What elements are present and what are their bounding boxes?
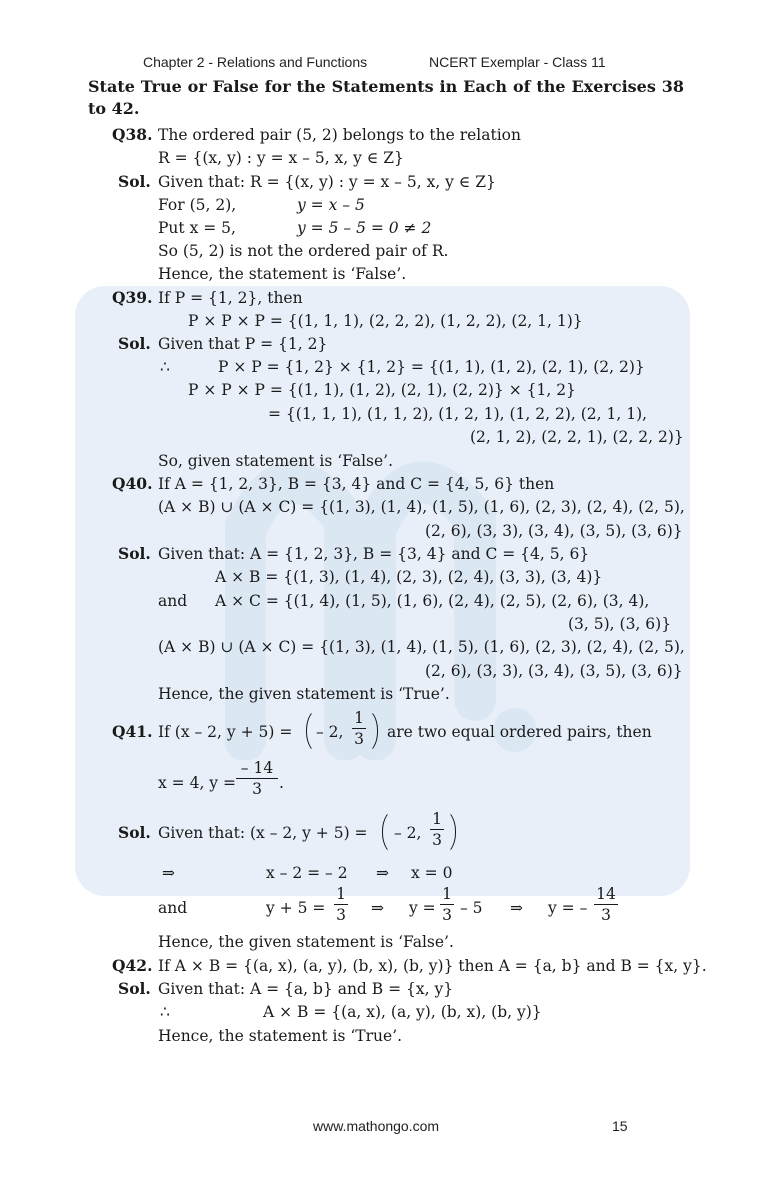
solution-text: Given that: A = {a, b} and B = {x, y}	[158, 980, 454, 998]
solution-text: (2, 1, 2), (2, 2, 1), (2, 2, 2)}	[470, 428, 684, 446]
question-label: Q42.	[112, 956, 153, 975]
solution-text: y =	[409, 899, 436, 917]
solution-text: (2, 6), (3, 3), (3, 4), (3, 5), (3, 6)}	[425, 662, 683, 680]
fraction	[440, 884, 454, 925]
question-text: – 2,	[316, 723, 344, 741]
question-label: Q40.	[112, 474, 153, 493]
fraction-numerator: 1	[430, 809, 444, 830]
fraction	[352, 708, 366, 749]
solution-text: x – 2 = – 2	[266, 864, 348, 882]
solution-text: Hence, the given statement is ‘False’.	[158, 933, 454, 951]
solution-text: Given that: (x – 2, y + 5) =	[158, 824, 368, 842]
fraction-denominator: 3	[601, 906, 611, 924]
solution-text: For (5, 2),	[158, 196, 237, 214]
question-text: .	[279, 774, 284, 792]
solution-text: and	[158, 899, 188, 917]
fraction-denominator: 3	[442, 906, 452, 924]
question-text: If A × B = {(a, x), (a, y), (b, x), (b, y)} then A = {a, b} and B = {x, y}.	[158, 957, 707, 975]
chapter-title: Chapter 2 - Relations and Functions	[143, 54, 368, 70]
question-text: The ordered pair (5, 2) belongs to the relation	[158, 126, 521, 144]
book-title: NCERT Exemplar - Class 11	[429, 54, 606, 70]
implies-symbol: ⇒	[376, 864, 389, 882]
solution-text: y = –	[548, 899, 588, 917]
solution-text: – 2,	[394, 824, 422, 842]
question-text: If A = {1, 2, 3}, B = {3, 4} and C = {4, 5, 6} then	[158, 475, 555, 493]
fraction-denominator: 3	[354, 730, 364, 748]
solution-text: P × P × P = {(1, 1), (1, 2), (2, 1), (2, 2)} × {1, 2}	[188, 381, 576, 399]
solution-label: Sol.	[118, 979, 151, 998]
question-text: are two equal ordered pairs, then	[387, 723, 652, 741]
question-text: (2, 6), (3, 3), (3, 4), (3, 5), (3, 6)}	[425, 522, 683, 540]
question-text: P × P × P = {(1, 1, 1), (2, 2, 2), (1, 2, 2), (2, 1, 1)}	[188, 312, 583, 330]
fraction	[430, 809, 444, 850]
question-label: Q41.	[112, 722, 153, 741]
question-label: Q39.	[112, 288, 153, 307]
footer-website: www.mathongo.com	[313, 1118, 440, 1134]
section-heading: State True or False for the Statements in Each of the Exercises 38 to 42.	[88, 77, 684, 118]
therefore-symbol: ∴	[160, 358, 170, 376]
fraction	[334, 884, 348, 925]
solution-text: y + 5 =	[266, 899, 326, 917]
solution-label: Sol.	[118, 172, 151, 191]
question-text: x = 4, y =	[158, 774, 236, 792]
question-text: (A × B) ∪ (A × C) = {(1, 3), (1, 4), (1, 5), (1, 6), (2, 3), (2, 4), (2, 5),	[158, 498, 685, 516]
question-text: R = {(x, y) : y = x – 5, x, y ∈ Z}	[158, 149, 404, 167]
fraction-numerator: 1	[352, 708, 366, 729]
fraction-numerator: 1	[440, 884, 454, 905]
solution-text: Given that: A = {1, 2, 3}, B = {3, 4} and C = {4, 5, 6}	[158, 545, 590, 563]
solution-text: – 5	[460, 899, 483, 917]
fraction-numerator: – 14	[236, 758, 278, 779]
fraction-denominator: 3	[432, 831, 442, 849]
solution-text: So (5, 2) is not the ordered pair of R.	[158, 242, 449, 260]
solution-text: Given that P = {1, 2}	[158, 335, 328, 353]
fraction-denominator: 3	[252, 780, 262, 798]
question-label: Q38.	[112, 125, 153, 144]
solution-text: y = x – 5	[297, 196, 365, 214]
solution-text: (A × B) ∪ (A × C) = {(1, 3), (1, 4), (1, 5), (1, 6), (2, 3), (2, 4), (2, 5),	[158, 638, 685, 656]
solution-text: So, given statement is ‘False’.	[158, 452, 394, 470]
page-number: 15	[612, 1118, 628, 1134]
solution-text: A × C = {(1, 4), (1, 5), (1, 6), (2, 4), (2, 5), (2, 6), (3, 4),	[215, 592, 650, 610]
solution-label: Sol.	[118, 334, 151, 353]
solution-text: Hence, the given statement is ‘True’.	[158, 685, 450, 703]
therefore-symbol: ∴	[160, 1003, 170, 1021]
solution-label: Sol.	[118, 544, 151, 563]
implies-symbol: ⇒	[510, 899, 523, 917]
solution-text: and	[158, 592, 188, 610]
solution-label: Sol.	[118, 823, 151, 842]
solution-text: A × B = {(1, 3), (1, 4), (2, 3), (2, 4), (3, 3), (3, 4)}	[215, 568, 603, 586]
solution-text: P × P = {1, 2} × {1, 2} = {(1, 1), (1, 2), (2, 1), (2, 2)}	[218, 358, 645, 376]
solution-text: Hence, the statement is ‘True’.	[158, 1027, 403, 1045]
question-text: If (x – 2, y + 5) =	[158, 723, 293, 741]
implies-symbol: ⇒	[371, 899, 384, 917]
fraction-denominator: 3	[336, 906, 346, 924]
solution-text: = {(1, 1, 1), (1, 1, 2), (1, 2, 1), (1, 2, 2), (2, 1, 1),	[268, 405, 648, 423]
question-text: If P = {1, 2}, then	[158, 289, 303, 307]
solution-text: y = 5 – 5 = 0 ≠ 2	[297, 219, 432, 237]
solution-text: Put x = 5,	[158, 219, 236, 237]
fraction	[594, 884, 618, 925]
solution-text: Given that: R = {(x, y) : y = x – 5, x, y ∈ Z}	[158, 173, 496, 191]
solution-text: Hence, the statement is ‘False’.	[158, 265, 407, 283]
solution-text: x = 0	[411, 864, 453, 882]
fraction-numerator: 14	[594, 884, 618, 905]
implies-symbol: ⇒	[162, 864, 175, 882]
fraction	[236, 758, 278, 799]
solution-text: (3, 5), (3, 6)}	[568, 615, 672, 633]
fraction-numerator: 1	[334, 884, 348, 905]
solution-text: A × B = {(a, x), (a, y), (b, x), (b, y)}	[263, 1003, 542, 1021]
